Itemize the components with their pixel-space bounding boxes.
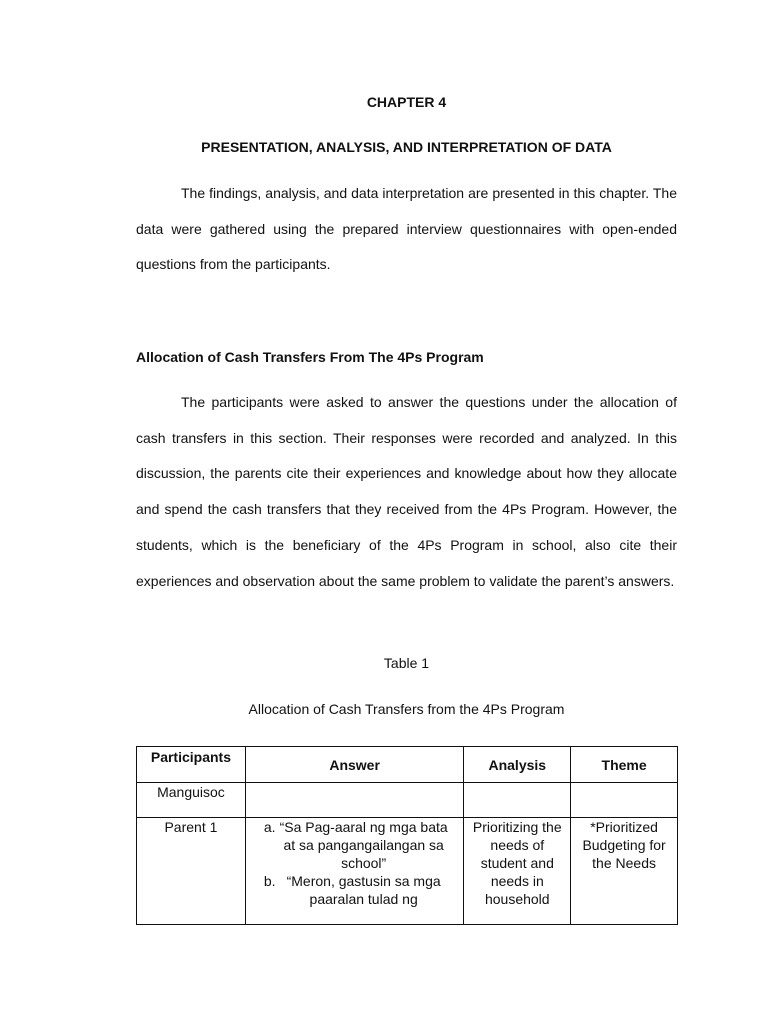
answer-clip: [250, 818, 460, 924]
answer-marker: a.: [263, 819, 276, 835]
answer-item: [250, 872, 460, 908]
intro-paragraph: [136, 176, 677, 283]
header-answer: Answer: [245, 747, 464, 783]
theme-cell: [571, 783, 678, 818]
section-heading: Allocation of Cash Transfers From The 4Ps Program: [136, 349, 484, 365]
page-title: PRESENTATION, ANALYSIS, AND INTERPRETATION OF DATA: [201, 139, 612, 155]
answer-marker: b.: [263, 873, 276, 889]
chapter-heading: CHAPTER 4: [366, 94, 447, 110]
analysis-cell: Prioritizing the needs of student and needs in household: [464, 818, 571, 925]
answer-text: “Sa Pag-aaral ng mga bata at sa pangangailangan sa school”: [279, 819, 448, 871]
table-row: [137, 818, 678, 925]
section-paragraph-text: The participants were asked to answer the questions under the allocation of cash transfers in this section. Their responses were recorded and analyzed. In this discussion, the parents cite their experiences and knowledge about how they allocate and spend the cash transfers that they received from the 4Ps Program. However, the students, which is the beneficiary of the 4Ps Program in school, also cite their experiences and observation about the same problem to validate the parent’s answers.: [136, 394, 677, 589]
table-row: [137, 783, 678, 818]
table-header-row: [137, 747, 678, 783]
table-label: Table 1: [383, 655, 430, 671]
header-theme: Theme: [571, 747, 678, 783]
answer-cell: [245, 783, 464, 818]
answer-text: “Meron, gastusin sa mga paaralan tulad ng: [286, 873, 441, 907]
analysis-cell: [464, 783, 571, 818]
header-participants: Participants: [137, 747, 246, 783]
answer-list: [250, 818, 460, 908]
participant-cell: Manguisoc: [137, 783, 246, 818]
theme-cell: *Prioritized Budgeting for the Needs: [571, 818, 678, 925]
intro-paragraph-text: The findings, analysis, and data interpretation are presented in this chapter. The data were gathered using the prepared interview questionnaires with open-ended questions from the participants.: [136, 185, 677, 273]
table-caption: Allocation of Cash Transfers from the 4Ps Program: [248, 701, 565, 717]
header-analysis: Analysis: [464, 747, 571, 783]
answer-item: [250, 818, 460, 872]
section-paragraph: [136, 385, 677, 599]
participant-cell: Parent 1: [137, 818, 246, 925]
allocation-table: [136, 746, 678, 925]
answer-cell: [245, 818, 464, 925]
